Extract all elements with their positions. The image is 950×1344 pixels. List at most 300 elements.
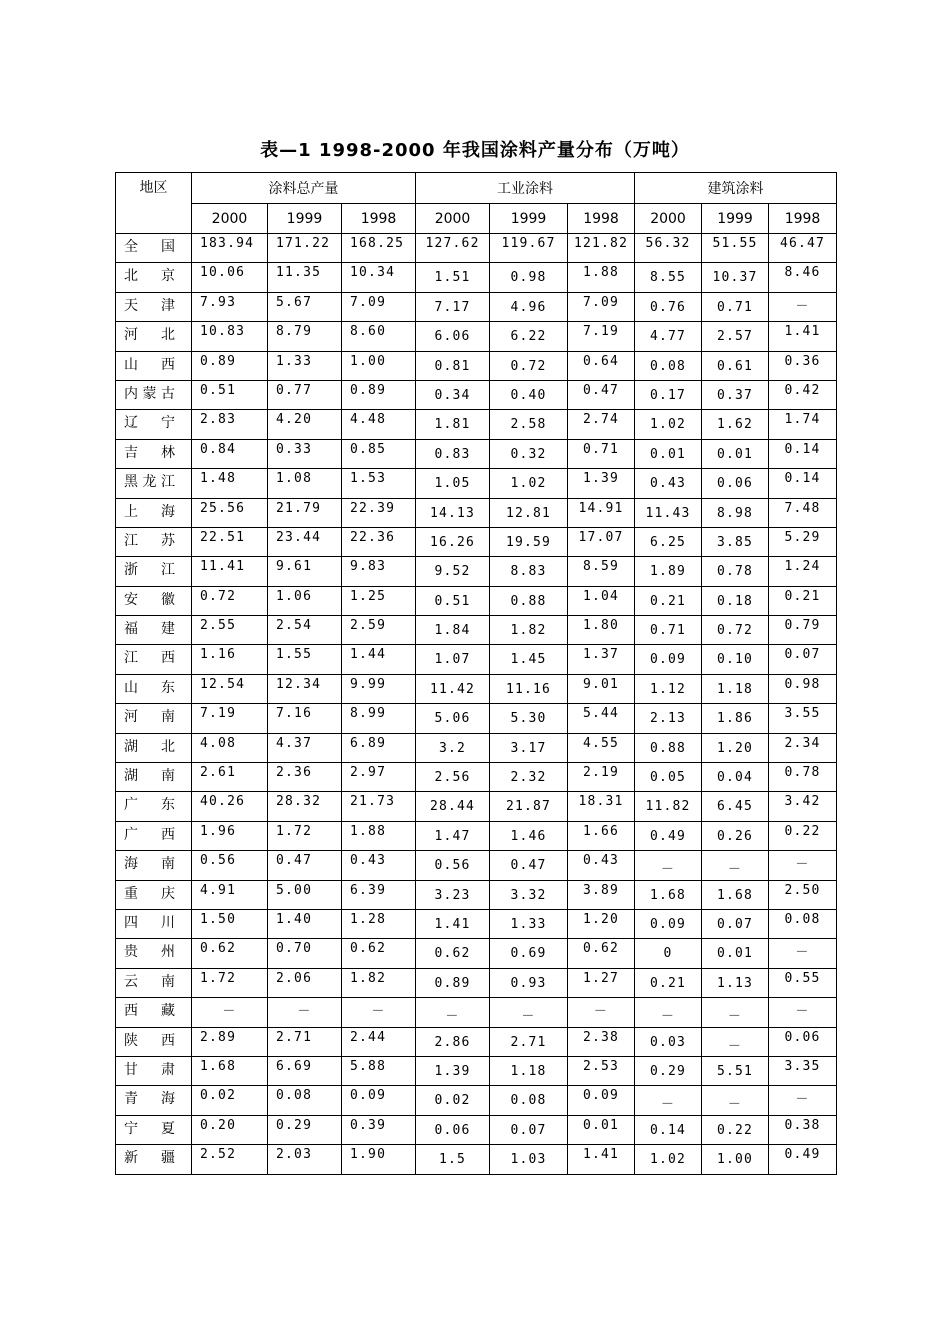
region-cell: 浙 江 [116, 557, 192, 586]
value-cell: 0.09 [635, 645, 702, 674]
value-cell: 0.38 [769, 1115, 837, 1144]
value-cell: 1.39 [568, 469, 635, 498]
region-cell: 辽 宁 [116, 410, 192, 439]
value-cell: 0.21 [635, 968, 702, 997]
value-cell: － [702, 1086, 769, 1115]
value-cell: 5.67 [268, 292, 342, 321]
value-cell: 0.14 [769, 469, 837, 498]
value-cell: 6.89 [342, 733, 416, 762]
table-row [116, 645, 837, 674]
value-cell: 0.37 [702, 380, 769, 409]
value-cell: － [702, 1027, 769, 1056]
value-cell: 8.59 [568, 557, 635, 586]
value-cell: 1.12 [635, 674, 702, 703]
value-cell: 0.69 [490, 939, 568, 968]
value-cell: 1.02 [635, 410, 702, 439]
value-cell: 2.52 [192, 1145, 268, 1174]
value-cell: 0.21 [635, 586, 702, 615]
value-cell: 4.55 [568, 733, 635, 762]
value-cell: 0.08 [769, 909, 837, 938]
value-cell: 5.29 [769, 527, 837, 556]
value-cell: 9.01 [568, 674, 635, 703]
table-row [116, 322, 837, 351]
table-row [116, 909, 837, 938]
value-cell: 0.62 [342, 939, 416, 968]
value-cell: 2.71 [268, 1027, 342, 1056]
value-cell: 9.99 [342, 674, 416, 703]
value-cell: 0.01 [702, 439, 769, 468]
value-cell: 22.39 [342, 498, 416, 527]
value-cell: 183.94 [192, 234, 268, 263]
region-cell: 贵 州 [116, 939, 192, 968]
value-cell: 1.66 [568, 821, 635, 850]
value-cell: 28.32 [268, 792, 342, 821]
region-cell: 广 东 [116, 792, 192, 821]
value-cell: 2.50 [769, 880, 837, 909]
value-cell: 0.21 [769, 586, 837, 615]
value-cell: 12.81 [490, 498, 568, 527]
region-header: 地区 [116, 173, 192, 234]
table-row [116, 557, 837, 586]
value-cell: 1.41 [568, 1145, 635, 1174]
value-cell: 171.22 [268, 234, 342, 263]
value-cell: 0.08 [268, 1086, 342, 1115]
value-cell: 1.55 [268, 645, 342, 674]
value-cell: 1.20 [568, 909, 635, 938]
value-cell: 1.18 [702, 674, 769, 703]
value-cell: － [769, 939, 837, 968]
value-cell: 0.98 [769, 674, 837, 703]
value-cell: 1.04 [568, 586, 635, 615]
table-row [116, 527, 837, 556]
value-cell: 2.61 [192, 763, 268, 792]
value-cell: 168.25 [342, 234, 416, 263]
value-cell: 1.27 [568, 968, 635, 997]
region-cell: 重 庆 [116, 880, 192, 909]
value-cell: 0.33 [268, 439, 342, 468]
value-cell: － [635, 851, 702, 880]
region-cell: 云 南 [116, 968, 192, 997]
region-cell: 北 京 [116, 263, 192, 292]
year-header: 2000 [416, 204, 490, 234]
value-cell: 2.59 [342, 616, 416, 645]
region-cell: 黑龙江 [116, 469, 192, 498]
value-cell: 2.38 [568, 1027, 635, 1056]
value-cell: 46.47 [769, 234, 837, 263]
table-row [116, 498, 837, 527]
region-cell: 青 海 [116, 1086, 192, 1115]
region-cell: 福 建 [116, 616, 192, 645]
value-cell: 0.81 [416, 351, 490, 380]
value-cell: 0.01 [568, 1115, 635, 1144]
value-cell: 0.26 [702, 821, 769, 850]
region-cell: 海 南 [116, 851, 192, 880]
table-row [116, 1115, 837, 1144]
region-cell: 西 藏 [116, 998, 192, 1027]
value-cell: 5.88 [342, 1056, 416, 1085]
value-cell: 1.89 [635, 557, 702, 586]
value-cell: 10.06 [192, 263, 268, 292]
value-cell: 51.55 [702, 234, 769, 263]
value-cell: 1.28 [342, 909, 416, 938]
value-cell: 11.42 [416, 674, 490, 703]
value-cell: 0.05 [635, 763, 702, 792]
value-cell: － [702, 851, 769, 880]
value-cell: 0.29 [635, 1056, 702, 1085]
table-row [116, 998, 837, 1027]
value-cell: 8.79 [268, 322, 342, 351]
value-cell: 1.68 [192, 1056, 268, 1085]
value-cell: 0.89 [192, 351, 268, 380]
value-cell: 1.62 [702, 410, 769, 439]
value-cell: 0.34 [416, 380, 490, 409]
value-cell: 17.07 [568, 527, 635, 556]
table-title: 表—1 1998-2000 年我国涂料产量分布（万吨） [260, 140, 690, 161]
value-cell: 0.76 [635, 292, 702, 321]
value-cell: － [702, 998, 769, 1027]
value-cell: 1.81 [416, 410, 490, 439]
value-cell: 5.06 [416, 704, 490, 733]
value-cell: 0.64 [568, 351, 635, 380]
value-cell: 1.02 [490, 469, 568, 498]
value-cell: 1.82 [342, 968, 416, 997]
table-row [116, 821, 837, 850]
value-cell: 0.32 [490, 439, 568, 468]
value-cell: － [769, 851, 837, 880]
table-row [116, 939, 837, 968]
value-cell: 6.45 [702, 792, 769, 821]
value-cell: 6.25 [635, 527, 702, 556]
value-cell: 8.98 [702, 498, 769, 527]
value-cell: 11.41 [192, 557, 268, 586]
group-header-architectural: 建筑涂料 [635, 173, 837, 204]
table-row [116, 674, 837, 703]
value-cell: 8.83 [490, 557, 568, 586]
table-row [116, 1145, 837, 1174]
value-cell: 6.69 [268, 1056, 342, 1085]
value-cell: 1.48 [192, 469, 268, 498]
table-row [116, 792, 837, 821]
value-cell: 0.06 [769, 1027, 837, 1056]
value-cell: 5.30 [490, 704, 568, 733]
value-cell: 12.34 [268, 674, 342, 703]
value-cell: 22.51 [192, 527, 268, 556]
value-cell: 0.88 [635, 733, 702, 762]
value-cell: 11.35 [268, 263, 342, 292]
value-cell: 0.72 [192, 586, 268, 615]
region-cell: 全 国 [116, 234, 192, 263]
value-cell: 0.14 [769, 439, 837, 468]
value-cell: 2.44 [342, 1027, 416, 1056]
value-cell: 2.89 [192, 1027, 268, 1056]
value-cell: 1.88 [568, 263, 635, 292]
value-cell: － [490, 998, 568, 1027]
value-cell: 2.83 [192, 410, 268, 439]
value-cell: 2.34 [769, 733, 837, 762]
value-cell: － [769, 998, 837, 1027]
value-cell: 0.70 [268, 939, 342, 968]
value-cell: 1.72 [192, 968, 268, 997]
value-cell: 1.53 [342, 469, 416, 498]
value-cell: 1.88 [342, 821, 416, 850]
value-cell: 5.51 [702, 1056, 769, 1085]
value-cell: 0.71 [568, 439, 635, 468]
value-cell: 6.06 [416, 322, 490, 351]
value-cell: 1.00 [342, 351, 416, 380]
value-cell: 0.93 [490, 968, 568, 997]
value-cell: 1.82 [490, 616, 568, 645]
value-cell: 0.39 [342, 1115, 416, 1144]
value-cell: 0.61 [702, 351, 769, 380]
value-cell: 2.74 [568, 410, 635, 439]
value-cell: 7.19 [192, 704, 268, 733]
value-cell: 19.59 [490, 527, 568, 556]
table-row [116, 292, 837, 321]
region-cell: 宁 夏 [116, 1115, 192, 1144]
value-cell: 1.84 [416, 616, 490, 645]
value-cell: 11.16 [490, 674, 568, 703]
value-cell: 8.46 [769, 263, 837, 292]
value-cell: 1.68 [702, 880, 769, 909]
value-cell: 10.83 [192, 322, 268, 351]
value-cell: 3.42 [769, 792, 837, 821]
value-cell: 8.60 [342, 322, 416, 351]
value-cell: 2.06 [268, 968, 342, 997]
value-cell: 25.56 [192, 498, 268, 527]
value-cell: 4.77 [635, 322, 702, 351]
table-row [116, 733, 837, 762]
value-cell: 0.01 [635, 439, 702, 468]
value-cell: 0.36 [769, 351, 837, 380]
table-row [116, 1056, 837, 1085]
value-cell: 0.71 [702, 292, 769, 321]
region-cell: 天 津 [116, 292, 192, 321]
value-cell: 1.13 [702, 968, 769, 997]
value-cell: － [416, 998, 490, 1027]
value-cell: 3.85 [702, 527, 769, 556]
value-cell: 1.33 [268, 351, 342, 380]
value-cell: 0.47 [268, 851, 342, 880]
value-cell: 0.17 [635, 380, 702, 409]
value-cell: 0.09 [342, 1086, 416, 1115]
value-cell: 2.32 [490, 763, 568, 792]
value-cell: 0.71 [635, 616, 702, 645]
region-cell: 江 苏 [116, 527, 192, 556]
table-row [116, 1027, 837, 1056]
value-cell: 0.79 [769, 616, 837, 645]
value-cell: 1.74 [769, 410, 837, 439]
region-cell: 甘 肃 [116, 1056, 192, 1085]
value-cell: 21.79 [268, 498, 342, 527]
region-cell: 内蒙古 [116, 380, 192, 409]
value-cell: 11.43 [635, 498, 702, 527]
value-cell: 8.55 [635, 263, 702, 292]
value-cell: 2.13 [635, 704, 702, 733]
value-cell: 1.20 [702, 733, 769, 762]
region-cell: 山 东 [116, 674, 192, 703]
value-cell: 121.82 [568, 234, 635, 263]
value-cell: 2.71 [490, 1027, 568, 1056]
value-cell: 10.34 [342, 263, 416, 292]
value-cell: 1.41 [416, 909, 490, 938]
value-cell: 0.42 [769, 380, 837, 409]
value-cell: 0 [635, 939, 702, 968]
value-cell: 0.43 [342, 851, 416, 880]
value-cell: 0.62 [568, 939, 635, 968]
value-cell: 0.07 [702, 909, 769, 938]
region-cell: 上 海 [116, 498, 192, 527]
value-cell: 0.07 [490, 1115, 568, 1144]
table-row [116, 351, 837, 380]
value-cell: 4.48 [342, 410, 416, 439]
region-cell: 湖 北 [116, 733, 192, 762]
region-cell: 山 西 [116, 351, 192, 380]
table-row [116, 234, 837, 263]
value-cell: 1.08 [268, 469, 342, 498]
value-cell: 40.26 [192, 792, 268, 821]
value-cell: 21.73 [342, 792, 416, 821]
region-cell: 江 西 [116, 645, 192, 674]
value-cell: 1.02 [635, 1145, 702, 1174]
group-header-total: 涂料总产量 [192, 173, 416, 204]
value-cell: 11.82 [635, 792, 702, 821]
value-cell: 1.46 [490, 821, 568, 850]
value-cell: 0.47 [568, 380, 635, 409]
value-cell: 1.07 [416, 645, 490, 674]
value-cell: 7.19 [568, 322, 635, 351]
value-cell: － [342, 998, 416, 1027]
value-cell: 3.89 [568, 880, 635, 909]
value-cell: 0.43 [635, 469, 702, 498]
year-header: 1999 [702, 204, 769, 234]
value-cell: 127.62 [416, 234, 490, 263]
value-cell: 16.26 [416, 527, 490, 556]
value-cell: 0.22 [702, 1115, 769, 1144]
value-cell: 18.31 [568, 792, 635, 821]
value-cell: 23.44 [268, 527, 342, 556]
table-row [116, 410, 837, 439]
value-cell: 3.55 [769, 704, 837, 733]
region-cell: 广 西 [116, 821, 192, 850]
value-cell: 56.32 [635, 234, 702, 263]
value-cell: 0.72 [490, 351, 568, 380]
value-cell: 0.01 [702, 939, 769, 968]
group-header-industrial: 工业涂料 [416, 173, 635, 204]
value-cell: 6.39 [342, 880, 416, 909]
value-cell: － [568, 998, 635, 1027]
value-cell: 0.55 [769, 968, 837, 997]
year-header: 1998 [568, 204, 635, 234]
value-cell: 0.51 [192, 380, 268, 409]
value-cell: 0.04 [702, 763, 769, 792]
value-cell: 0.84 [192, 439, 268, 468]
value-cell: 6.22 [490, 322, 568, 351]
value-cell: 1.25 [342, 586, 416, 615]
value-cell: 21.87 [490, 792, 568, 821]
value-cell: 1.45 [490, 645, 568, 674]
value-cell: 3.23 [416, 880, 490, 909]
value-cell: 22.36 [342, 527, 416, 556]
value-cell: 10.37 [702, 263, 769, 292]
value-cell: 5.00 [268, 880, 342, 909]
value-cell: 7.93 [192, 292, 268, 321]
table-row [116, 968, 837, 997]
value-cell: 14.13 [416, 498, 490, 527]
value-cell: 5.44 [568, 704, 635, 733]
value-cell: － [635, 998, 702, 1027]
value-cell: 0.56 [416, 851, 490, 880]
value-cell: 7.17 [416, 292, 490, 321]
value-cell: 7.16 [268, 704, 342, 733]
value-cell: 1.86 [702, 704, 769, 733]
table-row [116, 469, 837, 498]
year-header: 2000 [192, 204, 268, 234]
table-row [116, 616, 837, 645]
value-cell: 0.78 [769, 763, 837, 792]
value-cell: 1.47 [416, 821, 490, 850]
year-header: 1998 [342, 204, 416, 234]
value-cell: 1.96 [192, 821, 268, 850]
value-cell: 7.09 [568, 292, 635, 321]
value-cell: 0.62 [416, 939, 490, 968]
value-cell: 2.54 [268, 616, 342, 645]
value-cell: 0.40 [490, 380, 568, 409]
value-cell: 4.37 [268, 733, 342, 762]
value-cell: 0.47 [490, 851, 568, 880]
value-cell: 3.2 [416, 733, 490, 762]
value-cell: 0.06 [702, 469, 769, 498]
value-cell: 0.20 [192, 1115, 268, 1144]
value-cell: 1.37 [568, 645, 635, 674]
value-cell: 3.32 [490, 880, 568, 909]
table-row [116, 380, 837, 409]
value-cell: 0.56 [192, 851, 268, 880]
value-cell: 0.88 [490, 586, 568, 615]
region-cell: 四 川 [116, 909, 192, 938]
year-header: 1999 [268, 204, 342, 234]
value-cell: 0.43 [568, 851, 635, 880]
value-cell: 2.53 [568, 1056, 635, 1085]
value-cell: 0.89 [342, 380, 416, 409]
value-cell: 1.41 [769, 322, 837, 351]
year-header: 1999 [490, 204, 568, 234]
value-cell: 1.24 [769, 557, 837, 586]
value-cell: 8.99 [342, 704, 416, 733]
value-cell: 0.49 [769, 1145, 837, 1174]
coating-production-table [115, 172, 837, 1175]
table-row [116, 439, 837, 468]
value-cell: 0.77 [268, 380, 342, 409]
value-cell: 1.06 [268, 586, 342, 615]
value-cell: 0.85 [342, 439, 416, 468]
table-row [116, 763, 837, 792]
value-cell: 12.54 [192, 674, 268, 703]
value-cell: 1.50 [192, 909, 268, 938]
value-cell: 9.83 [342, 557, 416, 586]
value-cell: 0.14 [635, 1115, 702, 1144]
value-cell: － [268, 998, 342, 1027]
value-cell: 2.58 [490, 410, 568, 439]
table-row [116, 851, 837, 880]
value-cell: 0.51 [416, 586, 490, 615]
value-cell: 2.19 [568, 763, 635, 792]
table-row [116, 586, 837, 615]
value-cell: 4.08 [192, 733, 268, 762]
value-cell: 0.22 [769, 821, 837, 850]
value-cell: 119.67 [490, 234, 568, 263]
value-cell: 0.18 [702, 586, 769, 615]
table-row [116, 880, 837, 909]
